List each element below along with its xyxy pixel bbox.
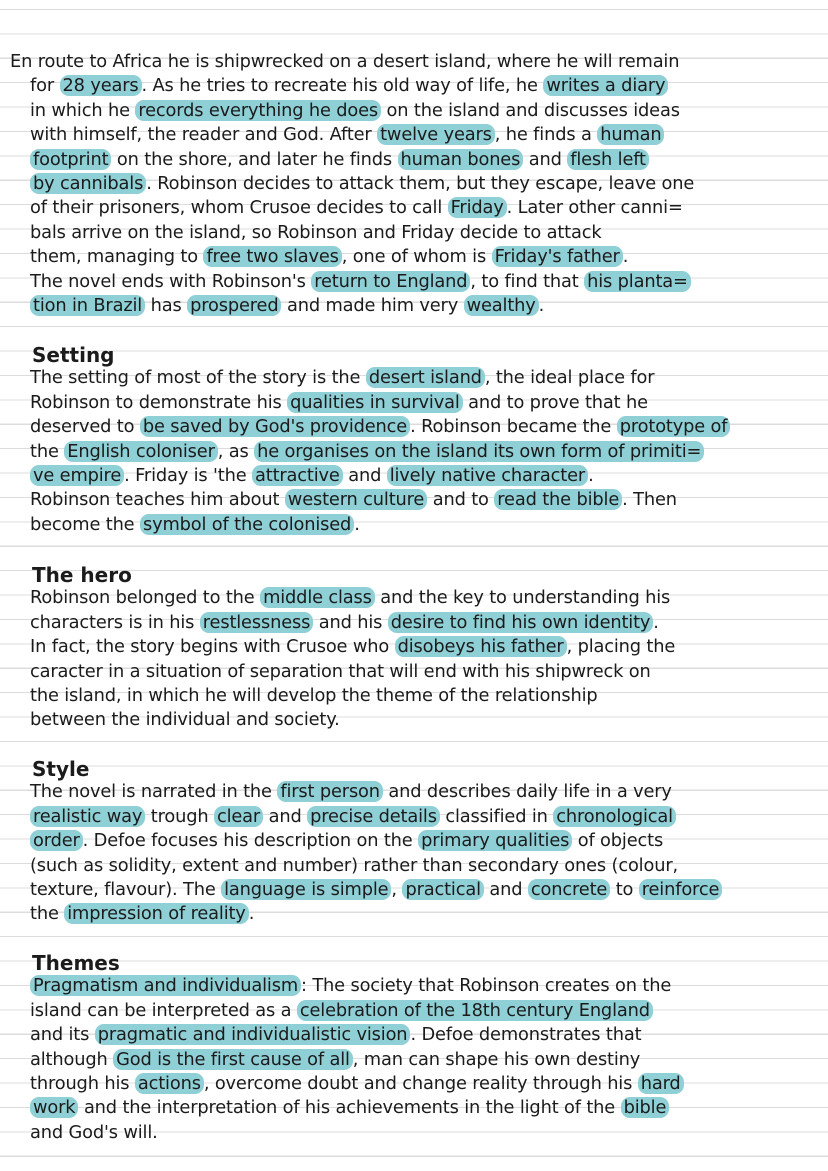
highlighted-phrase: western culture (285, 489, 427, 510)
text-span: , overcome doubt and change reality through his (203, 1072, 638, 1094)
text-span: with himself, the reader and God. After (30, 124, 378, 146)
highlighted-phrase: qualities in survival (287, 392, 462, 413)
text-span: of their prisoners, whom Crusoe decides to call (30, 197, 448, 219)
text-span: characters is in his (30, 611, 200, 633)
highlighted-phrase: human (597, 124, 664, 145)
text-span: . Defoe focuses his description on the (82, 830, 419, 852)
highlighted-phrase: work (30, 1097, 78, 1118)
highlighted-phrase: language is simple (221, 879, 391, 900)
text-span: , placing the (566, 636, 676, 658)
section-heading: The hero (32, 563, 132, 587)
text-span: En route to Africa he is shipwrecked on a desert island, where he will remain (10, 51, 680, 72)
highlighted-phrase: practical (402, 879, 483, 900)
highlighted-phrase: middle class (260, 587, 375, 608)
highlighted-phrase: chronological (553, 806, 676, 827)
text-span: texture, flavour). The (30, 878, 222, 900)
highlighted-phrase: 28 years (60, 75, 142, 96)
highlighted-phrase: ve empire (30, 465, 124, 486)
text-span: of objects (572, 830, 664, 852)
text-span: The novel ends with Robinson's (30, 270, 312, 292)
text-span: for (30, 75, 60, 97)
text-line (0, 1072, 828, 1096)
highlighted-phrase: actions (135, 1073, 204, 1094)
highlighted-phrase: God is the first cause of all (113, 1049, 353, 1070)
text-line (0, 440, 828, 464)
highlighted-phrase: return to England (311, 271, 470, 292)
text-span: . (248, 903, 255, 925)
text-line (0, 196, 828, 220)
section-style (0, 756, 828, 927)
text-span: , one of whom is (341, 246, 492, 268)
highlighted-phrase: free two slaves (203, 246, 341, 267)
highlighted-phrase: desert island (366, 367, 485, 388)
section-heading: Setting (32, 343, 115, 367)
highlighted-phrase: prospered (187, 295, 281, 316)
text-line (0, 805, 828, 829)
highlighted-phrase: realistic way (30, 806, 145, 827)
text-span: deserved to (30, 416, 140, 438)
text-span: between the individual and society. (30, 709, 340, 731)
text-line (0, 611, 828, 635)
text-span: has (145, 294, 188, 316)
text-line (0, 294, 828, 318)
highlighted-phrase: twelve years (377, 124, 495, 145)
text-span: . Then (622, 489, 677, 511)
highlighted-phrase: English coloniser (64, 441, 218, 462)
text-line (0, 1096, 828, 1120)
text-span: and made him very (281, 294, 464, 316)
text-span: and describes daily life in a very (382, 781, 672, 803)
text-span: , he finds a (494, 124, 598, 146)
highlighted-phrase: pragmatic and individualistic vision (95, 1024, 411, 1045)
text-line (0, 513, 828, 537)
text-line (0, 1121, 828, 1145)
text-span: and to (427, 489, 495, 511)
highlighted-phrase: footprint (30, 149, 111, 170)
text-line (0, 780, 828, 804)
text-span: . (538, 294, 545, 316)
text-line (0, 488, 828, 512)
text-span: . Friday is 'the (124, 464, 252, 486)
highlighted-phrase: writes a diary (543, 75, 668, 96)
highlighted-phrase: desire to find his own identity (388, 612, 654, 633)
text-span: and the interpretation of his achievements in the light of the (78, 1097, 621, 1119)
text-span: . As he tries to recreate his old way of life, he (141, 75, 544, 97)
highlighted-phrase: clear (214, 806, 263, 827)
text-span: In fact, the story begins with Crusoe who (30, 636, 395, 658)
text-span: The novel is narrated in the (30, 781, 278, 803)
text-line (0, 123, 828, 147)
highlighted-phrase: disobeys his father (395, 636, 567, 657)
text-span: the island, in which he will develop the theme of the relationship (30, 684, 598, 706)
highlighted-phrase: flesh left (567, 149, 649, 170)
text-span: The setting of most of the story is the (30, 367, 366, 389)
highlighted-phrase: read the bible (494, 489, 622, 510)
text-span: and its (30, 1024, 95, 1046)
text-span: become the (30, 513, 140, 535)
highlighted-phrase: Friday's father (492, 246, 623, 267)
highlighted-phrase: reinforce (639, 879, 723, 900)
highlighted-phrase: be saved by God's providence (140, 416, 410, 437)
highlighted-phrase: human bones (398, 149, 524, 170)
text-span: bals arrive on the island, so Robinson and Friday decide to attack (30, 221, 602, 243)
section-heading: Style (32, 757, 90, 781)
text-line (0, 999, 828, 1023)
text-line (0, 829, 828, 853)
highlighted-phrase: his planta= (584, 271, 691, 292)
text-span: classified in (439, 805, 554, 827)
text-span: , as (217, 440, 255, 462)
plot-summary (0, 50, 828, 318)
text-line (0, 684, 828, 708)
highlighted-phrase: order (30, 830, 83, 851)
highlighted-phrase: lively native character (387, 465, 588, 486)
highlighted-phrase: by cannibals (30, 173, 146, 194)
text-line (0, 854, 828, 878)
highlighted-phrase: concrete (528, 879, 610, 900)
text-span: and (523, 148, 568, 170)
text-span: and (263, 805, 308, 827)
highlighted-phrase: primary qualities (418, 830, 572, 851)
text-span: and (483, 878, 528, 900)
text-line (0, 1023, 828, 1047)
text-line (0, 172, 828, 196)
text-line (0, 50, 828, 74)
text-line (0, 148, 828, 172)
text-line (0, 415, 828, 439)
section-the-hero (0, 562, 828, 733)
text-line (0, 1048, 828, 1072)
text-line (0, 464, 828, 488)
text-line (0, 245, 828, 269)
text-line (0, 270, 828, 294)
text-span: . Later other canni= (506, 197, 683, 219)
highlighted-phrase: he organises on the island its own form of primiti= (254, 441, 704, 462)
highlighted-phrase: impression of reality (64, 903, 248, 924)
text-line (0, 391, 828, 415)
text-span: caracter in a situation of separation that will end with his shipwreck on (30, 660, 651, 682)
highlighted-phrase: restlessness (200, 612, 313, 633)
text-span: , to find that (470, 270, 585, 292)
highlighted-phrase: Friday (448, 197, 507, 218)
text-span: trough (145, 805, 214, 827)
highlighted-phrase: first person (277, 781, 383, 802)
highlighted-phrase: bible (621, 1097, 670, 1118)
text-span: although (30, 1048, 114, 1070)
text-span: and to prove that he (462, 391, 648, 413)
text-span: Robinson teaches him about (30, 489, 285, 511)
highlighted-phrase: prototype of (617, 416, 731, 437)
text-span: and his (313, 611, 388, 633)
highlighted-phrase: symbol of the colonised (140, 514, 354, 535)
text-span: , the ideal place for (484, 367, 655, 389)
text-span: to (610, 878, 639, 900)
section-heading: Themes (32, 951, 120, 975)
text-span: , (391, 878, 403, 900)
highlighted-phrase: hard (638, 1073, 684, 1094)
highlighted-phrase: tion in Brazil (30, 295, 145, 316)
text-span: and the key to understanding his (374, 587, 671, 609)
text-span: . Defoe demonstrates that (410, 1024, 642, 1046)
text-span: and God's will. (30, 1121, 158, 1143)
text-span: them, managing to (30, 246, 204, 268)
text-span: on the shore, and later he finds (111, 148, 398, 170)
text-line (0, 366, 828, 390)
text-line (0, 708, 828, 732)
text-span: in which he (30, 99, 136, 121)
text-span: the (30, 440, 65, 462)
text-span: Robinson belonged to the (30, 587, 261, 609)
highlighted-phrase: records everything he does (135, 100, 381, 121)
text-span: . Robinson became the (410, 416, 617, 438)
section-themes (0, 950, 828, 1145)
text-span: . (588, 464, 594, 486)
text-line (0, 99, 828, 123)
text-span: . Robinson decides to attack them, but they escape, leave one (146, 172, 695, 194)
text-span: . (622, 246, 629, 268)
text-span: and (342, 464, 387, 486)
highlighted-phrase: celebration of the 18th century England (297, 1000, 653, 1021)
highlighted-phrase: attractive (252, 465, 343, 486)
highlighted-phrase: wealthy (464, 295, 539, 316)
text-line (0, 586, 828, 610)
text-span: on the island and discusses ideas (381, 99, 680, 121)
text-span: the (30, 903, 65, 925)
section-setting (0, 342, 828, 537)
text-span: : The society that Robinson creates on the (301, 975, 672, 997)
text-span: (such as solidity, extent and number) rather than secondary ones (colour, (30, 854, 678, 876)
text-span: , man can shape his own destiny (352, 1048, 641, 1070)
text-line (0, 221, 828, 245)
text-line (0, 74, 828, 98)
text-line (0, 635, 828, 659)
text-span: through his (30, 1072, 135, 1094)
text-line (0, 974, 828, 998)
text-span: . (653, 611, 659, 633)
text-line (0, 878, 828, 902)
text-span: island can be interpreted as a (30, 999, 297, 1021)
highlighted-phrase: Pragmatism and individualism (30, 975, 301, 996)
text-span: Robinson to demonstrate his (30, 391, 288, 413)
text-span: . (354, 513, 360, 535)
text-line (0, 660, 828, 684)
highlighted-phrase: precise details (307, 806, 440, 827)
text-line (0, 902, 828, 926)
